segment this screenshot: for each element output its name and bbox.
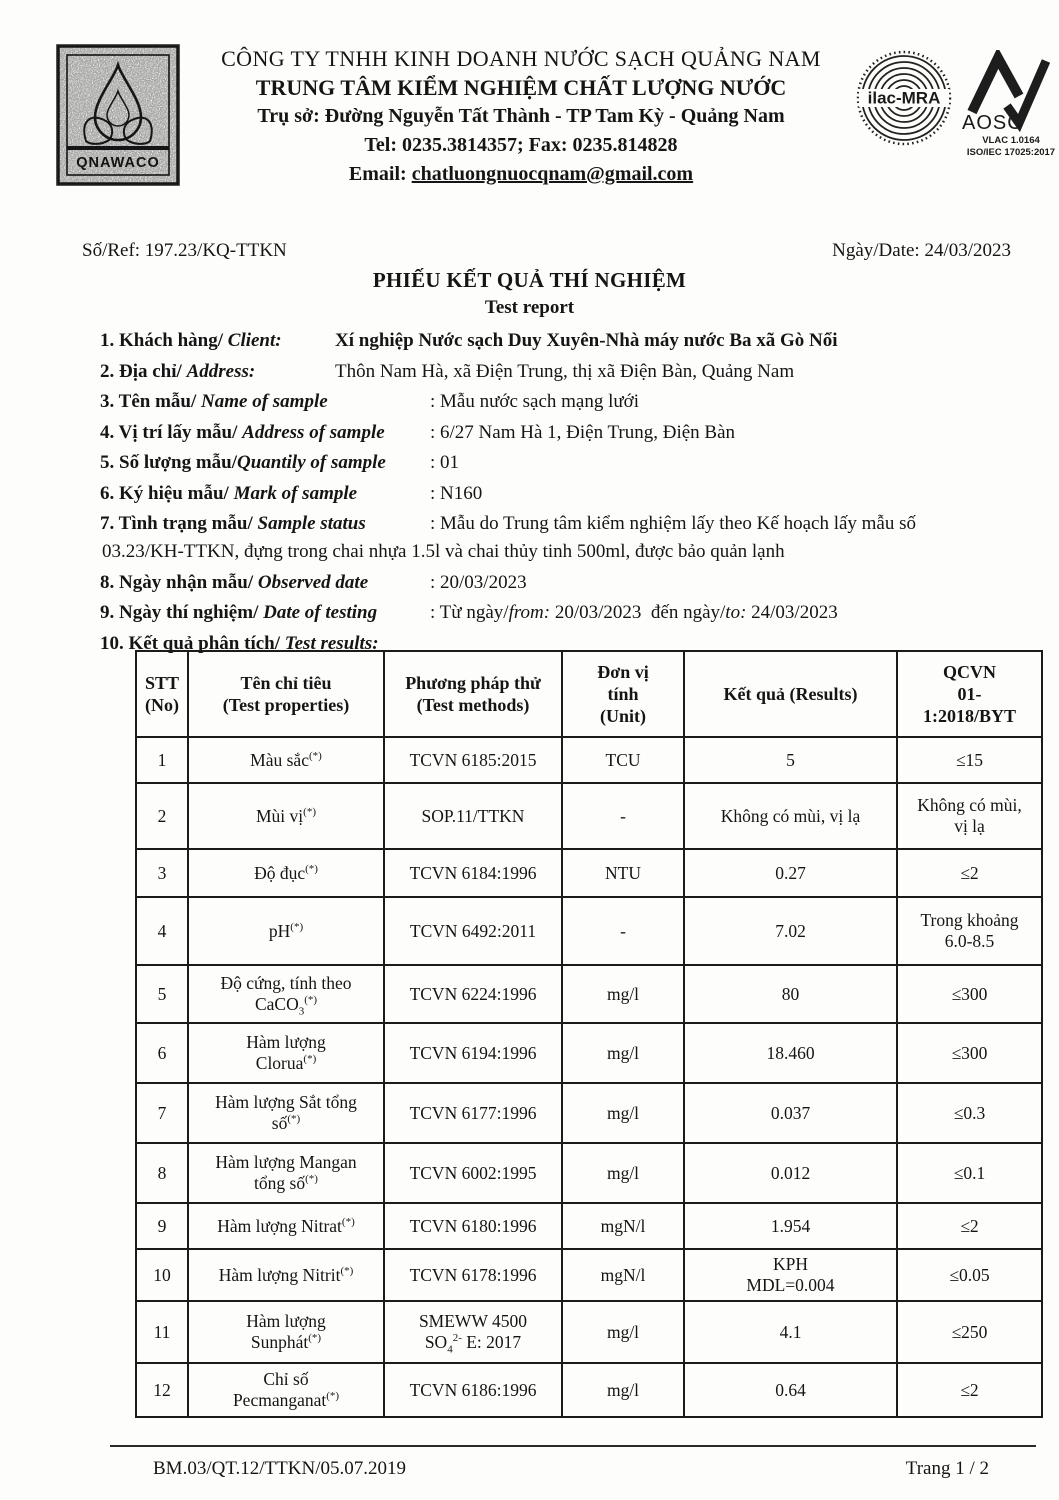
info-value: : Mẫu do Trung tâm kiểm nghiệm lấy theo Kế hoạch lấy mẫu số (430, 513, 917, 534)
table-row (136, 1363, 1042, 1417)
cell-test-method: TCVN 6177:1996 (384, 1083, 562, 1143)
table-header-cell: QCVN 01- 1:2018/BYT (897, 651, 1042, 737)
report-title-vi: PHIẾU KẾT QUẢ THÍ NGHIỆM (372, 268, 687, 292)
cell-result: 4.1 (684, 1301, 897, 1363)
cell-limit: ≤0.1 (897, 1143, 1042, 1203)
qnawaco-logo (56, 44, 180, 191)
cell-unit: mg/l (562, 1083, 684, 1143)
cell-unit: mg/l (562, 1143, 684, 1203)
cell-test-method: TCVN 6002:1995 (384, 1143, 562, 1203)
cell-result: 80 (684, 965, 897, 1023)
email-link[interactable] (412, 163, 693, 185)
footer-divider (110, 1445, 1036, 1447)
cell-test-method: SMEWW 4500 $SO_4^{2-}$ E: 2017 (384, 1301, 562, 1363)
info-item-6 (100, 483, 1025, 505)
cell-test-property: Hàm lượng Mangan tổng số(*) (188, 1143, 384, 1203)
cell-limit: Trong khoảng 6.0-8.5 (897, 897, 1042, 965)
qnawaco-stamp-icon (56, 44, 180, 186)
cell-unit: mg/l (562, 1023, 684, 1083)
cell-test-method: TCVN 6194:1996 (384, 1023, 562, 1083)
cell-no: 6 (136, 1023, 188, 1083)
info-item-8 (100, 572, 1025, 594)
email-label: Email: (348, 163, 407, 185)
cell-test-method: TCVN 6185:2015 (384, 737, 562, 783)
cell-limit: ≤300 (897, 1023, 1042, 1083)
cell-test-property: Màu sắc(*) (188, 737, 384, 783)
cell-no: 11 (136, 1301, 188, 1363)
form-code: BM.03/QT.12/TTKN/05.07.2019 (153, 1458, 406, 1479)
info-item-9 (100, 602, 1025, 624)
info-label: 1. Khách hàng/ Client: (100, 330, 282, 351)
title-block (0, 268, 1059, 319)
cell-limit: ≤0.05 (897, 1249, 1042, 1301)
info-value: : Từ ngày/from: 20/03/2023 đến ngày/to: 24/03/2023 (430, 602, 838, 623)
table-row (136, 1143, 1042, 1203)
table-header-cell: STT (No) (136, 651, 188, 737)
cell-limit: ≤2 (897, 1203, 1042, 1249)
report-title-en: Test report (484, 297, 575, 318)
center-name: TRUNG TÂM KIỂM NGHIỆM CHẤT LƯỢNG NƯỚC (255, 75, 787, 100)
aosc-logo-icon (959, 50, 1059, 162)
info-value: : N160 (430, 482, 483, 504)
page-number: Trang 1 / 2 (905, 1458, 989, 1479)
cell-test-property: pH(*) (188, 897, 384, 965)
info-item-1 (100, 330, 1025, 352)
cell-result: 7.02 (684, 897, 897, 965)
cell-test-method: TCVN 6186:1996 (384, 1363, 562, 1417)
cell-test-property: Hàm lượng Nitrit(*) (188, 1249, 384, 1301)
cell-no: 5 (136, 965, 188, 1023)
cell-test-property: Hàm lượng Sắt tổng số(*) (188, 1083, 384, 1143)
cell-no: 2 (136, 783, 188, 849)
cell-result: 1.954 (684, 1203, 897, 1249)
cell-unit: mgN/l (562, 1249, 684, 1301)
info-value: : Mẫu nước sạch mạng lưới (430, 391, 640, 412)
info-value: : 01 (430, 452, 460, 473)
info-value: Xí nghiệp Nước sạch Duy Xuyên-Nhà máy nước Ba xã Gò Nổi (335, 330, 838, 351)
table-row (136, 1203, 1042, 1249)
info-label: 4. Vị trí lấy mẫu/ Address of sample (100, 421, 385, 443)
table-header-cell: Phương pháp thử (Test methods) (384, 651, 562, 737)
accreditation-logos (856, 50, 1059, 162)
cell-no: 9 (136, 1203, 188, 1249)
info-label: 6. Ký hiệu mẫu/ Mark of sample (100, 482, 358, 504)
table-row (136, 1023, 1042, 1083)
cell-unit: mg/l (562, 1363, 684, 1417)
info-value: Thôn Nam Hà, xã Điện Trung, thị xã Điện Bàn, Quảng Nam (335, 360, 795, 382)
info-label: 9. Ngày thí nghiệm/ Date of testing (100, 602, 378, 623)
table-header-row (136, 651, 1042, 737)
table-row (136, 1249, 1042, 1301)
report-date: Ngày/Date: 24/03/2023 (832, 240, 1011, 261)
table-row (136, 737, 1042, 783)
header-center-block (196, 44, 846, 189)
info-label: 7. Tình trạng mẫu/ Sample status (100, 513, 366, 534)
info-item-3 (100, 391, 1025, 413)
info-label: 8. Ngày nhận mẫu/ Observed date (100, 571, 369, 593)
table-row (136, 897, 1042, 965)
cell-no: 4 (136, 897, 188, 965)
cell-no: 8 (136, 1143, 188, 1203)
table-row (136, 965, 1042, 1023)
info-label: 10. Kết quả phân tích/ Test results: (100, 632, 379, 654)
test-results-section (135, 650, 1043, 1418)
cell-unit: TCU (562, 737, 684, 783)
cell-limit: ≤250 (897, 1301, 1042, 1363)
cell-test-property: Độ đục(*) (188, 849, 384, 897)
qnawaco-logo-text: QNAWACO (76, 155, 160, 171)
cell-limit: ≤2 (897, 849, 1042, 897)
cell-unit: - (562, 783, 684, 849)
report-ref-number: Số/Ref: 197.23/KQ-TTKN (82, 240, 287, 261)
cell-no: 10 (136, 1249, 188, 1301)
cell-test-property: Hàm lượng Sunphát(*) (188, 1301, 384, 1363)
table-row (136, 783, 1042, 849)
cell-test-property: Độ cứng, tính theo CaCO$_3$(*) (188, 965, 384, 1023)
cell-result: 0.64 (684, 1363, 897, 1417)
cell-test-property: Chỉ số Pecmanganat(*) (188, 1363, 384, 1417)
ilac-mra-logo-icon (856, 50, 953, 150)
test-results-table (135, 650, 1043, 1418)
cell-unit: mg/l (562, 1301, 684, 1363)
cell-limit: ≤300 (897, 965, 1042, 1023)
cell-test-method: TCVN 6180:1996 (384, 1203, 562, 1249)
sample-info-list (100, 330, 1025, 663)
ilac-mra-text: ilac-MRA (867, 88, 941, 108)
cell-test-method: TCVN 6184:1996 (384, 849, 562, 897)
cell-test-property: Mùi vị(*) (188, 783, 384, 849)
cell-result: Không có mùi, vị lạ (684, 783, 897, 849)
cell-no: 3 (136, 849, 188, 897)
report-header (56, 44, 1056, 191)
cell-no: 1 (136, 737, 188, 783)
table-header-cell: Kết quả (Results) (684, 651, 897, 737)
cell-limit: ≤2 (897, 1363, 1042, 1417)
cell-unit: mgN/l (562, 1203, 684, 1249)
cell-result: 0.037 (684, 1083, 897, 1143)
cell-limit: ≤15 (897, 737, 1042, 783)
cell-result: 5 (684, 737, 897, 783)
cell-result: 0.012 (684, 1143, 897, 1203)
head-office-address: Trụ sở: Đường Nguyễn Tất Thành - TP Tam Kỳ - Quảng Nam (257, 105, 785, 127)
cell-limit: ≤0.3 (897, 1083, 1042, 1143)
table-row (136, 1301, 1042, 1363)
cell-result: 18.460 (684, 1023, 897, 1083)
cell-limit: Không có mùi, vị lạ (897, 783, 1042, 849)
aosc-vlac-code: VLAC 1.0164 (982, 135, 1040, 146)
company-name: CÔNG TY TNHH KINH DOANH NƯỚC SẠCH QUẢNG NAM (221, 46, 821, 71)
info-value-continued: 03.23/KH-TTKN, đựng trong chai nhựa 1.5l và chai thủy tinh 500ml, được bảo quản lạnh (102, 541, 785, 562)
info-item-7 (100, 513, 1025, 563)
table-row (136, 849, 1042, 897)
footer-row (153, 1458, 989, 1480)
info-item-5 (100, 452, 1025, 474)
cell-result: 0.27 (684, 849, 897, 897)
cell-test-method: TCVN 6178:1996 (384, 1249, 562, 1301)
cell-no: 7 (136, 1083, 188, 1143)
info-label: 5. Số lượng mẫu/Quantily of sample (100, 452, 386, 473)
cell-test-method: TCVN 6492:2011 (384, 897, 562, 965)
tel-fax: Tel: 0235.3814357; Fax: 0235.814828 (364, 134, 678, 156)
ref-date-row (82, 240, 1011, 262)
table-header-cell: Tên chỉ tiêu (Test properties) (188, 651, 384, 737)
cell-unit: NTU (562, 849, 684, 897)
info-item-4 (100, 422, 1025, 444)
cell-test-property: Hàm lượng Nitrat(*) (188, 1203, 384, 1249)
info-label: 3. Tên mẫu/ Name of sample (100, 391, 328, 412)
cell-result: KPH MDL=0.004 (684, 1249, 897, 1301)
info-value: : 20/03/2023 (430, 571, 527, 593)
email-address[interactable]: chatluongnuocqnam@gmail.com (411, 163, 694, 185)
aosc-iso-code: ISO/IEC 17025:2017 (966, 147, 1056, 158)
table-header-cell: Đơn vị tính (Unit) (562, 651, 684, 737)
table-row (136, 1083, 1042, 1143)
info-value: : 6/27 Nam Hà 1, Điện Trung, Điện Bàn (430, 421, 736, 443)
cell-unit: - (562, 897, 684, 965)
cell-test-property: Hàm lượng Clorua(*) (188, 1023, 384, 1083)
cell-test-method: SOP.11/TTKN (384, 783, 562, 849)
info-label: 2. Địa chỉ/ Address: (100, 360, 256, 382)
cell-no: 12 (136, 1363, 188, 1417)
cell-unit: mg/l (562, 965, 684, 1023)
aosc-text: AOSC (962, 112, 1023, 134)
info-item-2 (100, 361, 1025, 383)
cell-test-method: TCVN 6224:1996 (384, 965, 562, 1023)
email-line (196, 160, 846, 189)
